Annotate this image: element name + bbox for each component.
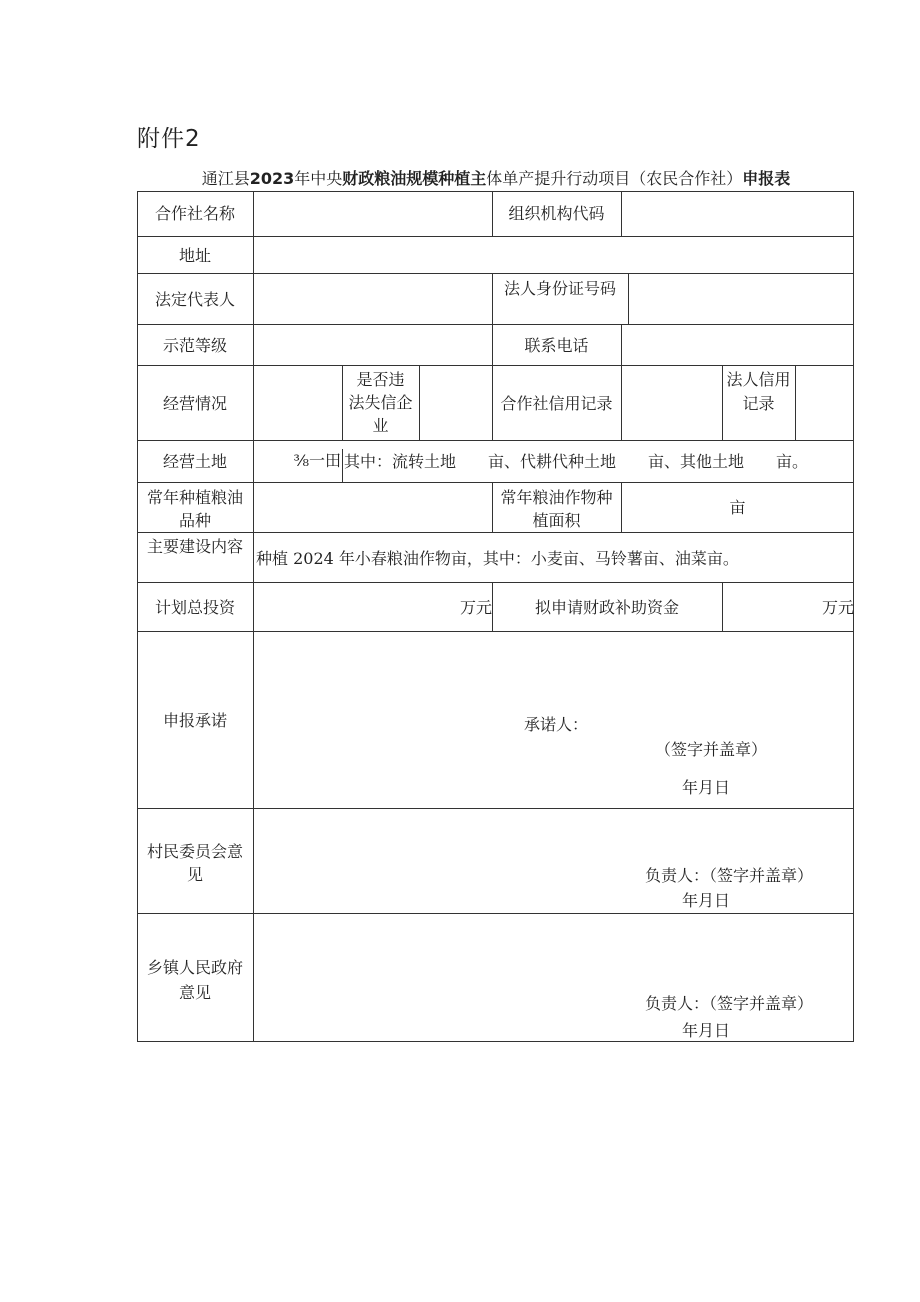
commitment-date: 年月日: [682, 778, 731, 797]
subsidy-unit: 万元: [821, 598, 854, 617]
row-divider: [137, 631, 854, 632]
row-divider: [137, 324, 854, 325]
column-divider: [621, 191, 622, 236]
row-divider: [137, 482, 854, 483]
title-part: 通江县: [201, 169, 250, 188]
township-opinion-label-line1: 乡镇人民政府: [146, 958, 243, 977]
phone-label: 联系电话: [524, 336, 589, 355]
construction-text: 种植 2024 年小春粮油作物亩，其中：小麦亩、马铃薯亩、油菜亩。: [256, 549, 739, 568]
legal-rep-label: 法定代表人: [154, 290, 235, 309]
village-responsible-text: 负责人：（签字并盖章）: [645, 866, 814, 885]
township-responsible-text: 负责人：（签字并盖章）: [645, 994, 814, 1013]
legal-credit-label-line2: 记录: [742, 394, 775, 413]
org-code-label: 组织机构代码: [508, 204, 605, 223]
column-divider: [621, 365, 622, 440]
operation-label: 经营情况: [162, 394, 227, 413]
form-title: [137, 166, 855, 189]
crop-area-unit: 亩: [729, 498, 746, 517]
sign-seal-text: （签字并盖章）: [655, 740, 768, 759]
row-divider: [137, 273, 854, 274]
total-invest-label: 计划总投资: [154, 598, 235, 617]
land-label: 经营土地: [162, 452, 227, 471]
village-date: 年月日: [682, 891, 731, 910]
subsidy-label: 拟申请财政补助资金: [534, 598, 679, 617]
column-divider: [621, 324, 622, 365]
column-divider: [628, 273, 629, 324]
row-divider: [137, 440, 854, 441]
land-unit: ⅜一田: [293, 451, 341, 470]
violation-label-line1: 是否违: [356, 370, 405, 389]
crop-area-label-line1: 常年粮油作物种: [500, 488, 613, 507]
demo-level-label: 示范等级: [162, 336, 227, 355]
title-part-year: 2023: [249, 169, 295, 188]
coop-credit-label: 合作社信用记录: [500, 394, 613, 413]
violation-label-line3: 业: [372, 416, 389, 435]
village-opinion-label-line2: 见: [186, 865, 203, 884]
address-label: 地址: [178, 246, 211, 265]
title-part: 年中央: [294, 169, 343, 188]
row-divider: [137, 582, 854, 583]
crop-area-label-line2: 植面积: [532, 511, 581, 530]
crop-variety-label-line1: 常年种植粮油: [146, 488, 243, 507]
title-part-bold: 申报表: [742, 169, 791, 188]
title-part-bold: 财政粮油规模种植主: [342, 169, 487, 188]
row-divider: [137, 365, 854, 366]
attachment-label: 附件2: [137, 126, 201, 152]
township-opinion-label-line2: 意见: [178, 983, 211, 1002]
total-invest-unit: 万元: [459, 598, 492, 617]
column-divider: [795, 365, 796, 440]
violation-label-line2: 法失信企: [348, 393, 413, 412]
village-opinion-label-line1: 村民委员会意: [146, 842, 243, 861]
promiser-label: 承诺人：: [524, 715, 589, 734]
commitment-label: 申报承诺: [162, 711, 227, 730]
title-part: 体单产提升行动项目（农民合作社）: [486, 169, 743, 188]
construction-label: 主要建设内容: [146, 537, 243, 556]
column-divider: [419, 365, 420, 440]
crop-variety-label-line2: 品种: [178, 511, 211, 530]
township-date: 年月日: [682, 1021, 731, 1040]
coop-name-label: 合作社名称: [154, 204, 235, 223]
row-divider: [137, 913, 854, 914]
column-divider: [342, 449, 343, 482]
land-detail: 其中：流转土地 亩、代耕代种土地 亩、其他土地 亩。: [344, 452, 809, 471]
legal-id-label: 法人身份证号码: [503, 279, 616, 298]
row-divider: [137, 532, 854, 533]
legal-credit-label-line1: 法人信用: [726, 370, 791, 389]
row-divider: [137, 808, 854, 809]
row-divider: [137, 236, 854, 237]
